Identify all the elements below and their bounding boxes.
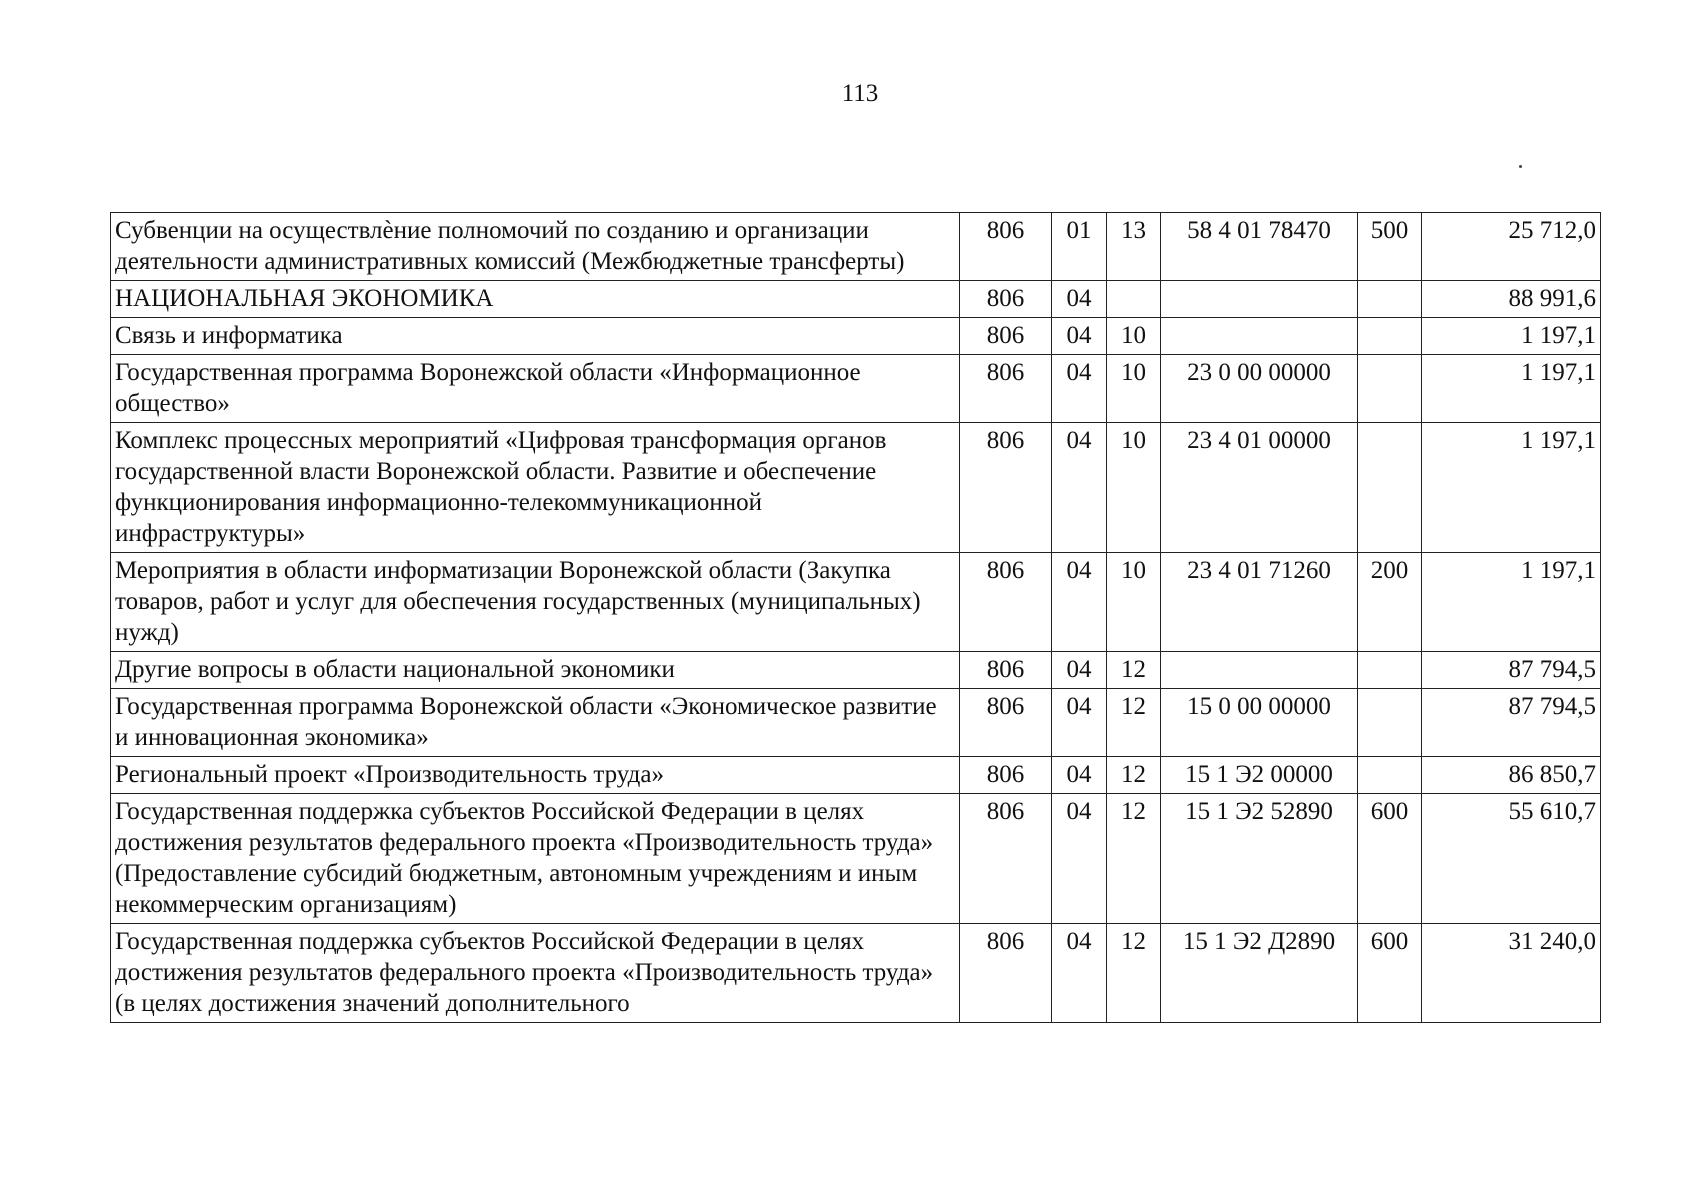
subsection-code: 12 bbox=[1107, 689, 1161, 757]
department-code: 806 bbox=[960, 757, 1052, 794]
subsection-code: 12 bbox=[1107, 757, 1161, 794]
subsection-code: 12 bbox=[1107, 794, 1161, 924]
table-row bbox=[111, 553, 1601, 652]
department-code: 806 bbox=[960, 794, 1052, 924]
department-code: 806 bbox=[960, 281, 1052, 318]
section-code: 04 bbox=[1052, 689, 1107, 757]
budget-table-body bbox=[111, 213, 1601, 1023]
amount: 88 991,6 bbox=[1422, 281, 1601, 318]
subsection-code: 12 bbox=[1107, 652, 1161, 689]
expense-type-code: 600 bbox=[1358, 794, 1422, 924]
subsection-code: 12 bbox=[1107, 924, 1161, 1023]
department-code: 806 bbox=[960, 924, 1052, 1023]
target-article-code: 15 1 Э2 Д2890 bbox=[1161, 924, 1358, 1023]
table-row bbox=[111, 924, 1601, 1023]
item-name: Государственная программа Воронежской области «Информационное общество» bbox=[111, 355, 960, 423]
subsection-code: 10 bbox=[1107, 355, 1161, 423]
amount: 1 197,1 bbox=[1422, 423, 1601, 553]
amount: 87 794,5 bbox=[1422, 689, 1601, 757]
department-code: 806 bbox=[960, 318, 1052, 355]
section-code: 04 bbox=[1052, 757, 1107, 794]
target-article-code: 23 0 00 00000 bbox=[1161, 355, 1358, 423]
page-number: 113 bbox=[841, 80, 879, 107]
section-code: 04 bbox=[1052, 794, 1107, 924]
table-row bbox=[111, 355, 1601, 423]
item-name: Субвенции на осуществлèние полномочий по созданию и организации деятельности административных комиссий (Межбюджетные трансферты) bbox=[111, 213, 960, 281]
target-article-code bbox=[1161, 281, 1358, 318]
scan-speck bbox=[1519, 165, 1522, 168]
amount: 1 197,1 bbox=[1422, 318, 1601, 355]
item-name: Государственная программа Воронежской области «Экономическое развитие и инновационная экономика» bbox=[111, 689, 960, 757]
item-name: Региональный проект «Производительность труда» bbox=[111, 757, 960, 794]
item-name: Государственная поддержка субъектов Российской Федерации в целях достижения результатов федерального проекта «Производительность труда» (в целях достижения значений дополнительного bbox=[111, 924, 960, 1023]
amount: 25 712,0 bbox=[1422, 213, 1601, 281]
expense-type-code bbox=[1358, 423, 1422, 553]
department-code: 806 bbox=[960, 652, 1052, 689]
item-name: НАЦИОНАЛЬНАЯ ЭКОНОМИКА bbox=[111, 281, 960, 318]
expense-type-code: 200 bbox=[1358, 553, 1422, 652]
section-code: 04 bbox=[1052, 355, 1107, 423]
item-name: Комплекс процессных мероприятий «Цифровая трансформация органов государственной власти Воронежской области. Развитие и обеспечение функционирования информационно-телекоммуникационной инфраструктуры» bbox=[111, 423, 960, 553]
subsection-code: 10 bbox=[1107, 318, 1161, 355]
table-row bbox=[111, 757, 1601, 794]
target-article-code bbox=[1161, 652, 1358, 689]
target-article-code: 15 1 Э2 00000 bbox=[1161, 757, 1358, 794]
department-code: 806 bbox=[960, 689, 1052, 757]
subsection-code bbox=[1107, 281, 1161, 318]
section-code: 04 bbox=[1052, 318, 1107, 355]
expense-type-code bbox=[1358, 652, 1422, 689]
department-code: 806 bbox=[960, 213, 1052, 281]
item-name: Мероприятия в области информатизации Воронежской области (Закупка товаров, работ и услуг для обеспечения государственных (муниципальных) нужд) bbox=[111, 553, 960, 652]
amount: 55 610,7 bbox=[1422, 794, 1601, 924]
target-article-code: 58 4 01 78470 bbox=[1161, 213, 1358, 281]
item-name: Государственная поддержка субъектов Российской Федерации в целях достижения результатов федерального проекта «Производительность труда» (Предоставление субсидий бюджетным, автономным учреждениям и иным некоммерческим организациям) bbox=[111, 794, 960, 924]
amount: 87 794,5 bbox=[1422, 652, 1601, 689]
budget-table bbox=[110, 212, 1601, 1023]
expense-type-code bbox=[1358, 281, 1422, 318]
target-article-code: 15 1 Э2 52890 bbox=[1161, 794, 1358, 924]
table-row bbox=[111, 794, 1601, 924]
table-row bbox=[111, 281, 1601, 318]
expense-type-code: 600 bbox=[1358, 924, 1422, 1023]
table-row bbox=[111, 423, 1601, 553]
department-code: 806 bbox=[960, 423, 1052, 553]
target-article-code: 23 4 01 71260 bbox=[1161, 553, 1358, 652]
target-article-code: 15 0 00 00000 bbox=[1161, 689, 1358, 757]
table-row bbox=[111, 318, 1601, 355]
expense-type-code bbox=[1358, 318, 1422, 355]
expense-type-code: 500 bbox=[1358, 213, 1422, 281]
subsection-code: 10 bbox=[1107, 423, 1161, 553]
section-code: 04 bbox=[1052, 281, 1107, 318]
table-row bbox=[111, 652, 1601, 689]
table-row bbox=[111, 689, 1601, 757]
subsection-code: 10 bbox=[1107, 553, 1161, 652]
department-code: 806 bbox=[960, 553, 1052, 652]
section-code: 04 bbox=[1052, 652, 1107, 689]
item-name: Другие вопросы в области национальной экономики bbox=[111, 652, 960, 689]
amount: 1 197,1 bbox=[1422, 355, 1601, 423]
table-row bbox=[111, 213, 1601, 281]
expense-type-code bbox=[1358, 757, 1422, 794]
section-code: 04 bbox=[1052, 423, 1107, 553]
amount: 1 197,1 bbox=[1422, 553, 1601, 652]
section-code: 01 bbox=[1052, 213, 1107, 281]
subsection-code: 13 bbox=[1107, 213, 1161, 281]
expense-type-code bbox=[1358, 355, 1422, 423]
target-article-code bbox=[1161, 318, 1358, 355]
section-code: 04 bbox=[1052, 553, 1107, 652]
section-code: 04 bbox=[1052, 924, 1107, 1023]
item-name: Связь и информатика bbox=[111, 318, 960, 355]
amount: 86 850,7 bbox=[1422, 757, 1601, 794]
target-article-code: 23 4 01 00000 bbox=[1161, 423, 1358, 553]
department-code: 806 bbox=[960, 355, 1052, 423]
expense-type-code bbox=[1358, 689, 1422, 757]
amount: 31 240,0 bbox=[1422, 924, 1601, 1023]
